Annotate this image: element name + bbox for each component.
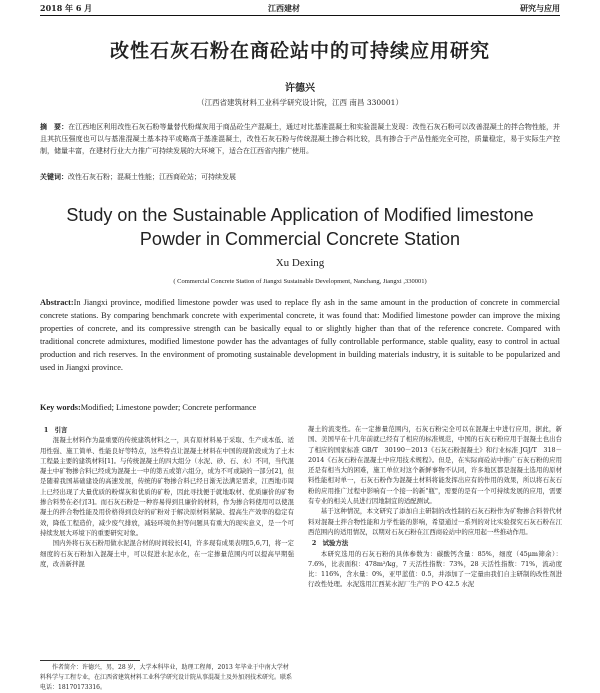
- chinese-affiliation: （江西省建筑材料工业科学研究设计院，江西 南昌 330001）: [197, 98, 403, 107]
- english-title-line-2: Powder in Commercial Concrete Station: [139, 229, 461, 249]
- header-section-name: 研究与应用: [520, 3, 560, 13]
- english-title-line-1: Study on the Sustainable Application of Modified limestone: [66, 205, 534, 225]
- chinese-keywords: [40, 172, 560, 182]
- author-footnote: [40, 663, 294, 693]
- footnote-text: 作者简介：许德兴，男，28 岁，大学本科毕业，助理工程师，2013 年毕业于中南大学材料科学与工程专业，在江西省建筑材料工业科学研究设计院从事混凝土及外加剂技术研究。联系电话：18170173316。: [40, 664, 293, 691]
- section-heading-test-method: 2 试验方法: [311, 539, 349, 548]
- chinese-title: 改性石灰石粉在商砼站中的可持续应用研究: [109, 40, 490, 62]
- chinese-abstract-label: 摘 要：: [40, 122, 69, 131]
- chinese-abstract: [40, 121, 560, 157]
- body-paragraph: 本研究选用的石灰石粉的具体参数为：碳酸钙含量：85%，细度（45μm筛余）：7.6%，比表面积：478m²/kg，7 天活性指数：73%，28 天活性指数：71%，流动度比：116%，含水量：0%，亚甲蓝值：0.5，并添加了一定量由我们自主研制的改性剂进行改性处理。水泥选用江西某水泥厂生产的 P·O 42.5 水泥: [308, 549, 562, 589]
- english-title: [0, 203, 600, 251]
- english-abstract: [40, 297, 560, 374]
- english-affiliation: ( Commercial Concrete Station of Jiangxi Sustainable Development, Nanchang, Jiangxi ,330001): [173, 278, 427, 285]
- body-paragraph: 基于这种情况，本文研究了添加自主研制的改性制的石灰石粉作为矿物掺合料替代材料对混凝土拌合物性能和力学性能的影响，希望通过一系列的对比实验探究石灰石粉在江西范围内的适用情况，以期对石灰石粉在江西商砼站中的应用起一些推动作用。: [308, 507, 562, 536]
- english-abstract-label: Abstract:: [40, 298, 74, 307]
- body-paragraph: 凝土的流变性。在一定掺量范围内，石灰石粉完全可以在混凝土中进行应用，据此，新国、美国早在十几年前就已经有了相应的标准规范，中国的石灰石粉应用于混凝土也出台了相应的国家标准 GB/T 30190－2013《石灰石粉混凝土》和行业标准 JGJ/T 318－2014《石灰石粉在混凝土中应用技术规程》。但是，在实际商砼站中推广石灰石粉的应用还是有相当大的困难，施工单位对这个新鲜事物不认同，许多地区都是混凝土选用的原材料性能相对单一，石灰石粉作为混凝土材料将能发挥出应有的作用的效果，所以将石灰石粉的应用推广过程中影响有一个接一的新"瓶"，需要的是有一个可持续发展的应用，需要有专业的相关人员进行因地制宜的适配测试。: [308, 425, 562, 506]
- header-year-month: 2018 年 6 月: [40, 3, 93, 13]
- chinese-abstract-text: 在江西地区利用改性石灰石粉等量替代粉煤灰用于商品砼生产混凝土，通过对比基准混凝土和实验混凝土发现：改性石灰石粉可以改善混凝土的拌合物性能，并且其抗压强度也可以与基准混凝土基本持平或略高于基准混凝土，改性石灰石粉与传统混凝土掺合料比较，具有掺合于产品性能完全可控，质量稳定，易于实际生产控制，储量丰富，在建材行业大力推广可持续发展的大环境下，适合在江西省内推广使用。: [40, 123, 561, 155]
- chinese-author: 许德兴: [285, 83, 315, 94]
- body-column-left: [40, 424, 294, 693]
- chinese-keywords-label: 关键词：: [40, 172, 68, 181]
- running-header: [40, 3, 560, 15]
- chinese-keywords-text: 改性石灰石粉；混凝土性能；江西商砼站；可持续发展: [68, 173, 236, 181]
- english-abstract-text: In Jiangxi province, modified limestone powder was used to replace fly ash in the same amount in the production of concrete in commercial concrete stations. By comparing benchmark concrete with experimental concrete, it was found that: Modified limestone powder can improve the mixing properties of concrete, and its compressive strength can be basically equal to or slightly higher than that of the reference concrete. Compared with traditional concrete admixtures, modified limestone powder has the advantages of fully controllable performance, stable quality, easy to control in actual production and rich reserves. In the environment of promoting sustainable development in building materials industry, it is suitable to be popularized and used in Jiangxi province.: [40, 298, 560, 372]
- body-paragraph: 混凝土材料作为最重要的传统建筑材料之一，具有原材料易于采取、生产成本低、适用性强、施工简单、性能良好等特点，这些特点让混凝土材料在中国的现阶段成为了土木工程最主要的建筑材料[1]。与传统混凝土的四大组分（水泥、砂、石、水）不同，当代混凝土中矿物掺合料已经成为混凝土一中的第五或第六组分，成为不可或缺的一部分[2]，但是随着我国基础建设的高速发展，传统的矿物掺合料已经日渐无法满足需求，江西地市周上已经出现了大量优质的粉煤灰和优质的矿粉，因此寻找便于就地取材、优质廉价的矿物掺合料势在必行[3]。而石灰石粉是一种容易得到且廉价的材料，作为掺合料使用可以使混凝土的拌合物性能及用价格得到良好的矿粉对于解决原材料紧缺、提高生产效率的稳定有效，降低工程造价，减少废气排放，减轻环境负担等问题具有重大的现实意义，是一个可持续发展大环境下的重要研究对象。: [40, 436, 294, 537]
- header-rule: [40, 15, 560, 16]
- english-keywords: [40, 403, 560, 412]
- section-heading-introduction: 1 引言: [43, 426, 68, 434]
- english-author: Xu Dexing: [275, 257, 325, 269]
- english-keywords-text: Modified; Limestone powder; Concrete performance: [80, 403, 257, 412]
- header-journal-name: 江西建材: [268, 3, 300, 13]
- english-keywords-label: Key words:: [40, 403, 81, 412]
- body-paragraph: 国内外将石灰石粉用做水泥混合材的时间较长[4]，许多现有成果表明[5,6,7]，将一定细度的石灰石粉加入混凝土中，可以促进水泥水化，在一定掺量范围内可以提高早期强度，改善新拌混: [40, 539, 294, 568]
- footnote-rule: [40, 660, 140, 661]
- body-column-right: [308, 424, 562, 693]
